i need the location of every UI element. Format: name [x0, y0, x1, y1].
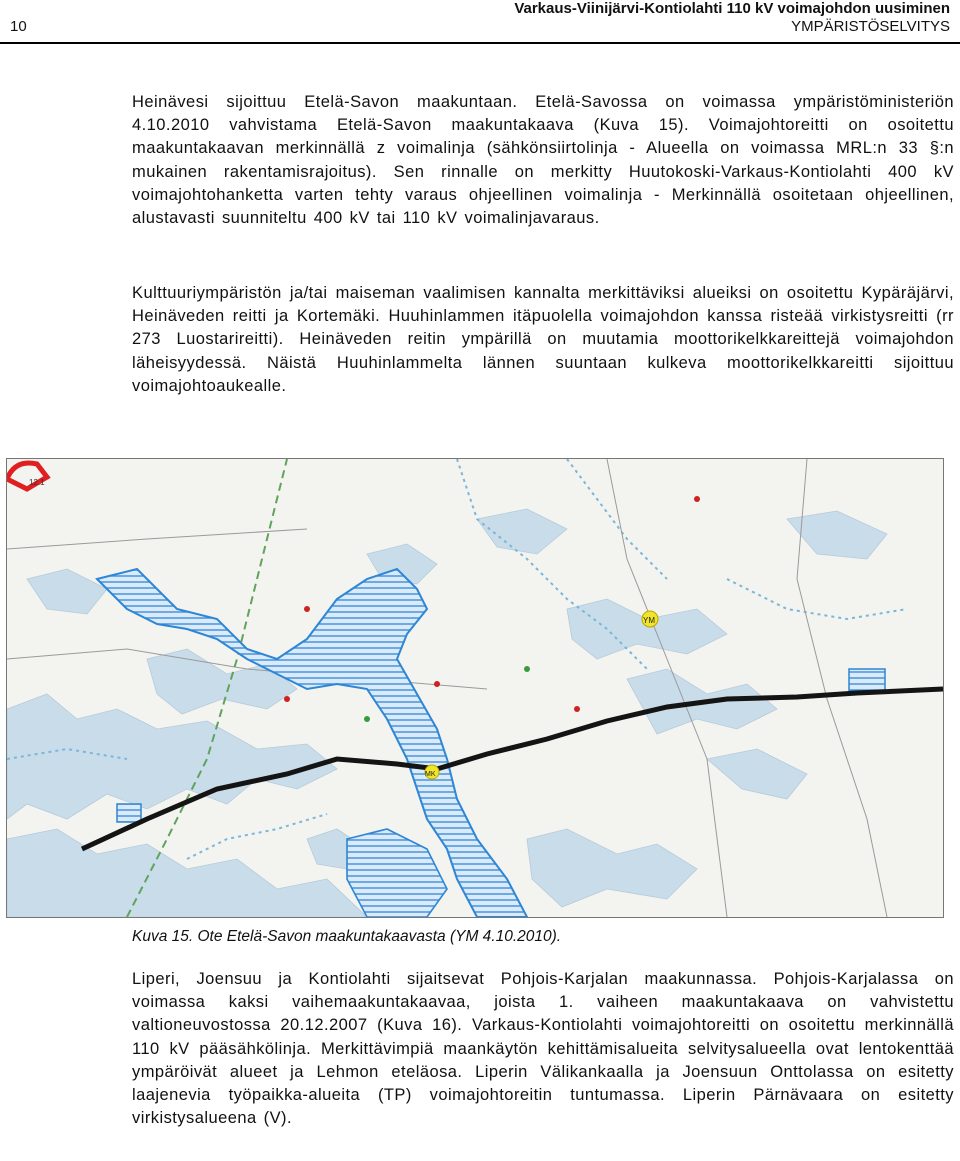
- paragraph-pohjois-karjala: Liperi, Joensuu ja Kontiolahti sijaitsevat Pohjois-Karjalan maakunnassa. Pohjois-Karjalassa on voimassa kaksi vaihemaakuntakaavaa, joista 1. vaiheen maakuntakaava on vahvistettu valtioneuvostossa 20.12.2007 (Kuva 16). Varkaus-Kontiolahti voimajohtoreitti on osoitettu merkinnällä 110 kV pääsähkölinja. Merkittävimpiä maankäytön kehittämisalueita selvitysalueella ovat lentokenttää ympäröivät alueet ja Lehmon eteläosa. Liperin Välikankaalla ja Joensuun Onttolassa on esitetty laajenevia työpaikka-alueita (TP) voimajohtoreitin tuntumassa. Liperin Pärnävaara on esitetty virkistysalueena (V).: [132, 970, 954, 1128]
- page-header: [0, 0, 960, 46]
- paragraph-cultural-environment: Kulttuuriympäristön ja/tai maiseman vaalimisen kannalta merkittäviksi alueiksi on osoitettu Kypäräjärvi, Heinäveden reitti ja Kortemäki. Huuhinlammen itäpuolella voimajohdon kanssa risteää virkistysreitti (rr 273 Luostarireitti). Heinäveden reitin ympärillä on muutamia moottorikelkkareittejä voimajohdon läheisyydessä. Näistä Huuhinlammelta lännen suuntaan kulkeva moottorikelkkareitti sijoittuu voimajohtoaukealle.: [132, 284, 954, 395]
- page-number: 10: [10, 18, 27, 35]
- map-marker-ym: [642, 611, 658, 627]
- small-area-2: [849, 669, 885, 691]
- header-rule: [0, 42, 960, 44]
- document-subtitle: YMPÄRISTÖSELVITYS: [791, 18, 950, 35]
- map-marker-mk: [425, 765, 439, 779]
- small-area-1: [117, 804, 141, 822]
- svg-text:MK: MK: [425, 771, 436, 778]
- svg-text:YM: YM: [643, 616, 655, 625]
- document-title: Varkaus-Viinijärvi-Kontiolahti 110 kV voimajohdon uusiminen: [514, 0, 950, 17]
- route-label: 12.1: [29, 478, 45, 487]
- regional-plan-map: [6, 458, 944, 918]
- paragraph-etela-savo: Heinävesi sijoittuu Etelä-Savon maakuntaan. Etelä-Savossa on voimassa ympäristöministeriön 4.10.2010 vahvistama Etelä-Savon maakuntakaava (Kuva 15). Voimajohtoreitti on osoitettu maakuntakaavan merkinnällä z voimalinja (sähkönsiirtolinja - Alueella on voimassa MRL:n 33 §:n mukainen rakentamisrajoitus). Sen rinnalle on merkitty Huutokoski-Varkaus-Kontiolahti 400 kV voimajohtohanketta varten tehty varaus ohjeellinen voimalinja - Merkinnällä osoitetaan ohjeellinen, alustavasti suunniteltu 400 kV tai 110 kV voimalinjavaraus.: [132, 93, 954, 228]
- figure-caption: Kuva 15. Ote Etelä-Savon maakuntakaavasta (YM 4.10.2010).: [132, 928, 562, 945]
- map-canvas: [7, 459, 943, 917]
